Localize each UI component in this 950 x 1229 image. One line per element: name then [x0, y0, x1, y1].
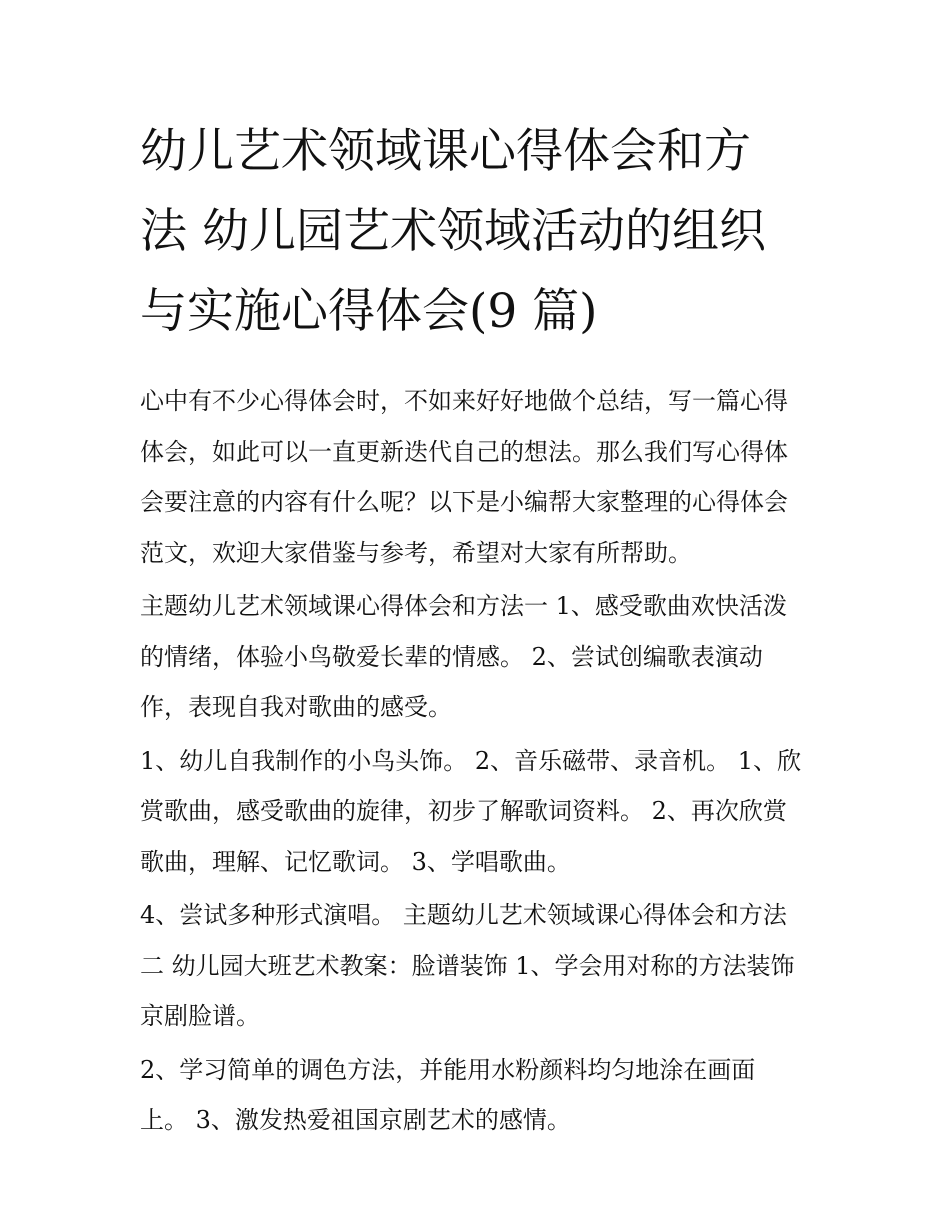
paragraph-line: 二 幼儿园大班艺术教案：脸谱装饰 1、学会用对称的方法装饰: [140, 951, 795, 980]
paragraph-line: 体会，如此可以一直更新迭代自己的想法。那么我们写心得体: [140, 437, 788, 466]
paragraph-line: 作，表现自我对歌曲的感受。: [140, 693, 452, 721]
paragraph-line: 赏歌曲，感受歌曲的旋律，初步了解歌词资料。 2、再次欣赏: [140, 797, 787, 825]
title-line: 与实施心得体会(9 篇): [140, 284, 598, 339]
body-paragraph: [140, 581, 815, 733]
paragraph-line: 主题幼儿艺术领域课心得体会和方法一 1、感受歌曲欢快活泼: [140, 592, 787, 620]
paragraph-line: 会要注意的内容有什么呢？以下是小编帮大家整理的心得体会: [140, 488, 788, 516]
paragraph-line: 心中有不少心得体会时，不如来好好地做个总结，写一篇心得: [140, 387, 788, 415]
paragraph-line: 范文，欢迎大家借鉴与参考，希望对大家有所帮助。: [140, 538, 692, 567]
title-line: 幼儿艺术领域课心得体会和方: [140, 124, 751, 179]
title-line: 法 幼儿园艺术领域活动的组织: [140, 204, 766, 259]
paragraph-line: 的情绪，体验小鸟敬爱长辈的情感。 2、尝试创编歌表演动: [140, 642, 763, 671]
paragraph-line: 京剧脸谱。: [140, 1002, 260, 1030]
body-paragraph: [140, 736, 815, 888]
paragraph-line: 歌曲，理解、记忆歌词。 3、学唱歌曲。: [140, 847, 571, 876]
document-title: [140, 112, 815, 352]
body-paragraph: [140, 890, 815, 1042]
paragraph-line: 1、幼儿自我制作的小鸟头饰。 2、音乐磁带、录音机。 1、欣: [140, 746, 802, 775]
paragraph-line: 2、学习简单的调色方法，并能用水粉颜料均匀地涂在画面: [140, 1055, 756, 1084]
intro-paragraph: [140, 376, 815, 578]
paragraph-line: 4、尝试多种形式演唱。 主题幼儿艺术领域课心得体会和方法: [140, 901, 787, 929]
paragraph-line: 上。 3、激发热爱祖国京剧艺术的感情。: [140, 1106, 571, 1134]
body-paragraph: [140, 1045, 815, 1146]
document-content: [140, 112, 815, 1146]
